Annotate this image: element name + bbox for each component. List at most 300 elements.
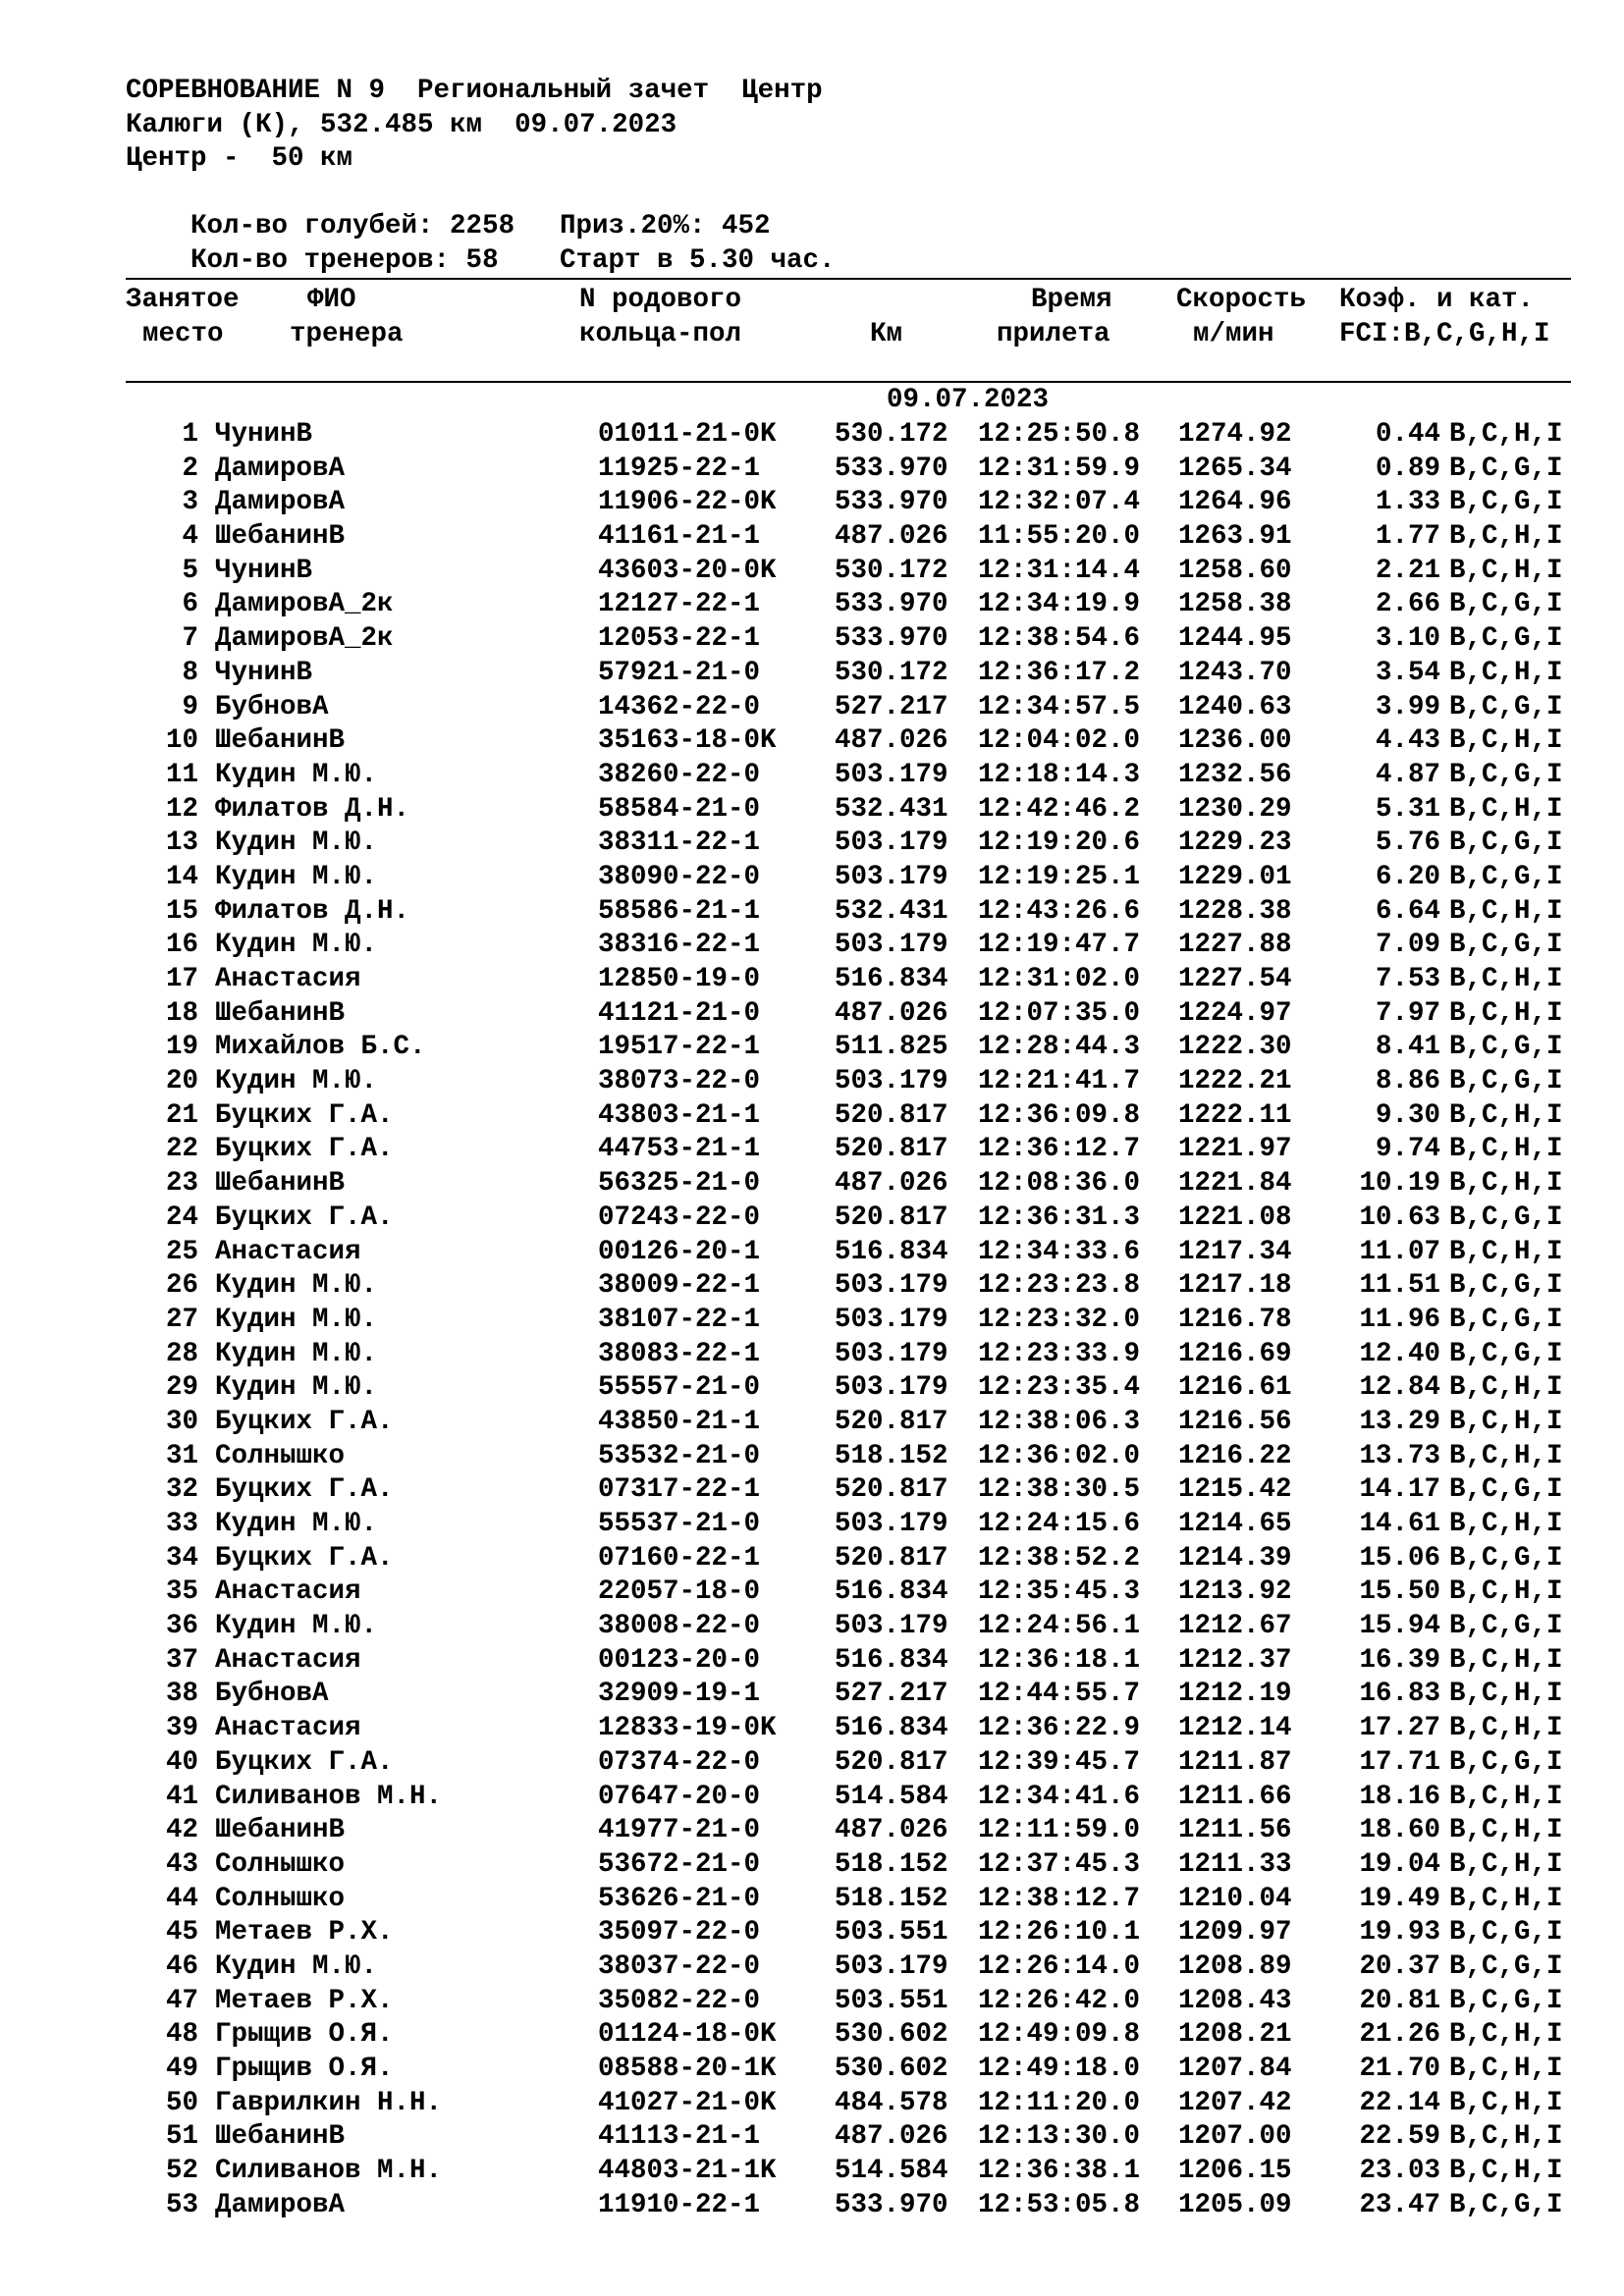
cell-km: 520.817 bbox=[835, 1746, 948, 1778]
cell-speed: 1229.01 bbox=[1178, 861, 1292, 892]
table-row bbox=[0, 1916, 1624, 1950]
cell-ring: 41977-21-0 bbox=[598, 1815, 761, 1846]
cell-place: 27 bbox=[165, 1304, 198, 1335]
cell-cat: B,C,G,I bbox=[1449, 691, 1563, 722]
cell-name: ШебанинВ bbox=[215, 521, 346, 553]
cell-km: 520.817 bbox=[835, 1134, 948, 1165]
cell-ring: 55537-21-0 bbox=[598, 1509, 761, 1539]
cell-name: ШебанинВ bbox=[215, 725, 346, 757]
cell-ring: 58586-21-1 bbox=[598, 895, 761, 927]
cell-cat: B,C,G,I bbox=[1449, 623, 1563, 655]
cell-cat: B,C,G,I bbox=[1449, 1032, 1563, 1063]
cell-place: 49 bbox=[165, 2054, 198, 2084]
cell-cat: B,C,H,I bbox=[1449, 2019, 1563, 2051]
cell-speed: 1215.42 bbox=[1178, 1474, 1292, 1506]
cell-coef: 19.49 bbox=[1359, 1883, 1440, 1914]
cell-km: 530.602 bbox=[835, 2054, 948, 2084]
cell-ring: 07243-22-0 bbox=[598, 1201, 761, 1233]
cell-speed: 1264.96 bbox=[1178, 487, 1292, 518]
col-name-2: тренера bbox=[290, 319, 404, 349]
cell-ring: 35097-22-0 bbox=[598, 1917, 761, 1949]
cell-coef: 4.43 bbox=[1375, 725, 1440, 757]
cell-coef: 13.29 bbox=[1359, 1406, 1440, 1437]
cell-ring: 58584-21-0 bbox=[598, 793, 761, 825]
cell-cat: B,C,H,I bbox=[1449, 1372, 1563, 1404]
cell-coef: 20.37 bbox=[1359, 1950, 1440, 1982]
cell-place: 16 bbox=[165, 930, 198, 961]
report-header bbox=[126, 75, 836, 276]
cell-name: Силиванов М.Н. bbox=[215, 2156, 443, 2187]
cell-time: 12:11:20.0 bbox=[978, 2087, 1141, 2118]
cell-km: 503.179 bbox=[835, 861, 948, 892]
cell-km: 503.179 bbox=[835, 1372, 948, 1404]
cell-time: 12:42:46.2 bbox=[978, 793, 1141, 825]
table-row bbox=[0, 929, 1624, 963]
cell-place: 40 bbox=[165, 1746, 198, 1778]
cell-name: БубновА bbox=[215, 691, 329, 722]
cell-ring: 12850-19-0 bbox=[598, 964, 761, 994]
cell-km: 530.172 bbox=[835, 419, 948, 450]
table-row bbox=[0, 622, 1624, 657]
cell-ring: 07374-22-0 bbox=[598, 1746, 761, 1778]
cell-time: 11:55:20.0 bbox=[978, 521, 1141, 553]
cell-cat: B,C,G,I bbox=[1449, 1611, 1563, 1642]
cell-cat: B,C,H,I bbox=[1449, 1236, 1563, 1267]
cell-cat: B,C,H,I bbox=[1449, 1168, 1563, 1200]
cell-ring: 38073-22-0 bbox=[598, 1066, 761, 1097]
cell-cat: B,C,G,I bbox=[1449, 1270, 1563, 1302]
cell-place: 15 bbox=[165, 895, 198, 927]
cell-place: 9 bbox=[182, 691, 198, 722]
cell-speed: 1274.92 bbox=[1178, 419, 1292, 450]
cell-ring: 00123-20-0 bbox=[598, 1644, 761, 1676]
table-row bbox=[0, 1201, 1624, 1236]
cell-name: Анастасия bbox=[215, 1236, 361, 1267]
cell-name: Кудин М.Ю. bbox=[215, 861, 378, 892]
cell-time: 12:23:32.0 bbox=[978, 1304, 1141, 1335]
cell-ring: 01011-21-0K bbox=[598, 419, 777, 450]
cell-time: 12:38:52.2 bbox=[978, 1542, 1141, 1574]
cell-cat: B,C,H,I bbox=[1449, 521, 1563, 553]
cell-time: 12:38:12.7 bbox=[978, 1883, 1141, 1914]
table-row bbox=[0, 759, 1624, 793]
cell-cat: B,C,G,I bbox=[1449, 828, 1563, 859]
cell-ring: 38009-22-1 bbox=[598, 1270, 761, 1302]
cell-km: 520.817 bbox=[835, 1201, 948, 1233]
cell-name: Буцких Г.А. bbox=[215, 1406, 394, 1437]
cell-time: 12:44:55.7 bbox=[978, 1679, 1141, 1710]
cell-ring: 53532-21-0 bbox=[598, 1440, 761, 1471]
cell-time: 12:39:45.7 bbox=[978, 1746, 1141, 1778]
cell-time: 12:34:57.5 bbox=[978, 691, 1141, 722]
cell-km: 533.970 bbox=[835, 453, 948, 484]
cell-name: ШебанинВ bbox=[215, 997, 346, 1029]
trainers-count: Кол-во тренеров: 58 bbox=[190, 244, 499, 276]
cell-cat: B,C,H,I bbox=[1449, 1406, 1563, 1437]
table-row bbox=[0, 1950, 1624, 1985]
cell-km: 503.179 bbox=[835, 1066, 948, 1097]
cell-time: 12:04:02.0 bbox=[978, 725, 1141, 757]
cell-place: 35 bbox=[165, 1576, 198, 1608]
cell-place: 5 bbox=[182, 555, 198, 586]
cell-time: 12:24:15.6 bbox=[978, 1509, 1141, 1539]
col-name-1: ФИО bbox=[307, 285, 356, 315]
cell-time: 12:38:06.3 bbox=[978, 1406, 1141, 1437]
cell-km: 503.179 bbox=[835, 1611, 948, 1642]
cell-km: 520.817 bbox=[835, 1474, 948, 1506]
cell-name: ДамировА bbox=[215, 487, 346, 518]
table-row bbox=[0, 2155, 1624, 2189]
cell-name: Кудин М.Ю. bbox=[215, 828, 378, 859]
table-row bbox=[0, 963, 1624, 997]
cell-speed: 1258.38 bbox=[1178, 589, 1292, 620]
cell-place: 20 bbox=[165, 1066, 198, 1097]
table-row bbox=[0, 1304, 1624, 1338]
cell-ring: 12127-22-1 bbox=[598, 589, 761, 620]
cell-name: ДамировА bbox=[215, 453, 346, 484]
cell-place: 34 bbox=[165, 1542, 198, 1574]
cell-name: Солнышко bbox=[215, 1883, 346, 1914]
cell-name: Солнышко bbox=[215, 1440, 346, 1471]
cell-km: 514.584 bbox=[835, 2156, 948, 2187]
col-coef-1: Коэф. и кат. bbox=[1339, 285, 1535, 315]
cell-coef: 3.54 bbox=[1375, 657, 1440, 688]
col-km: Км bbox=[870, 319, 903, 349]
cell-coef: 4.87 bbox=[1375, 759, 1440, 790]
cell-ring: 38260-22-0 bbox=[598, 759, 761, 790]
cell-ring: 11925-22-1 bbox=[598, 453, 761, 484]
cell-time: 12:31:59.9 bbox=[978, 453, 1141, 484]
cell-coef: 17.71 bbox=[1359, 1746, 1440, 1778]
cell-coef: 14.61 bbox=[1359, 1509, 1440, 1539]
cell-cat: B,C,H,I bbox=[1449, 1440, 1563, 1471]
cell-ring: 11910-22-1 bbox=[598, 2189, 761, 2220]
cell-speed: 1208.89 bbox=[1178, 1950, 1292, 1982]
cell-place: 33 bbox=[165, 1509, 198, 1539]
results-table bbox=[0, 418, 1624, 2222]
cell-speed: 1208.21 bbox=[1178, 2019, 1292, 2051]
cell-name: Анастасия bbox=[215, 964, 361, 994]
cell-cat: B,C,H,I bbox=[1449, 657, 1563, 688]
cell-speed: 1221.84 bbox=[1178, 1168, 1292, 1200]
table-row bbox=[0, 520, 1624, 555]
table-row bbox=[0, 1848, 1624, 1883]
cell-ring: 38090-22-0 bbox=[598, 861, 761, 892]
release-point-line: Калюги (К), 532.485 км 09.07.2023 bbox=[126, 109, 677, 140]
cell-speed: 1211.66 bbox=[1178, 1781, 1292, 1812]
table-row bbox=[0, 1065, 1624, 1099]
cell-place: 4 bbox=[182, 521, 198, 553]
cell-name: Кудин М.Ю. bbox=[215, 1304, 378, 1335]
cell-km: 530.602 bbox=[835, 2019, 948, 2051]
cell-km: 514.584 bbox=[835, 1781, 948, 1812]
cell-ring: 12053-22-1 bbox=[598, 623, 761, 655]
cell-speed: 1211.87 bbox=[1178, 1746, 1292, 1778]
cell-coef: 5.76 bbox=[1375, 828, 1440, 859]
table-row bbox=[0, 827, 1624, 861]
cell-place: 48 bbox=[165, 2019, 198, 2051]
pigeons-count-line bbox=[126, 177, 823, 241]
cell-km: 520.817 bbox=[835, 1099, 948, 1131]
cell-time: 12:31:14.4 bbox=[978, 555, 1141, 586]
cell-ring: 41161-21-1 bbox=[598, 521, 761, 553]
cell-place: 43 bbox=[165, 1848, 198, 1880]
cell-cat: B,C,G,I bbox=[1449, 1066, 1563, 1097]
cell-name: ШебанинВ bbox=[215, 2121, 346, 2153]
cell-time: 12:43:26.6 bbox=[978, 895, 1141, 927]
cell-ring: 53672-21-0 bbox=[598, 1848, 761, 1880]
cell-cat: B,C,H,I bbox=[1449, 895, 1563, 927]
cell-speed: 1265.34 bbox=[1178, 453, 1292, 484]
table-row bbox=[0, 691, 1624, 725]
col-speed-2: м/мин bbox=[1193, 319, 1274, 349]
table-row bbox=[0, 1610, 1624, 1644]
cell-cat: B,C,H,I bbox=[1449, 2087, 1563, 2118]
cell-name: Грыщив О.Я. bbox=[215, 2019, 394, 2051]
cell-speed: 1208.43 bbox=[1178, 1985, 1292, 2016]
cell-place: 53 bbox=[165, 2189, 198, 2220]
cell-name: Филатов Д.Н. bbox=[215, 895, 410, 927]
cell-coef: 3.10 bbox=[1375, 623, 1440, 655]
cell-ring: 56325-21-0 bbox=[598, 1168, 761, 1200]
cell-ring: 38083-22-1 bbox=[598, 1338, 761, 1369]
cell-coef: 5.31 bbox=[1375, 793, 1440, 825]
cell-km: 533.970 bbox=[835, 589, 948, 620]
cell-place: 25 bbox=[165, 1236, 198, 1267]
cell-name: Буцких Г.А. bbox=[215, 1542, 394, 1574]
cell-cat: B,C,H,I bbox=[1449, 1848, 1563, 1880]
cell-ring: 19517-22-1 bbox=[598, 1032, 761, 1063]
cell-place: 30 bbox=[165, 1406, 198, 1437]
prize-count: Приз.20%: 452 bbox=[560, 211, 771, 241]
cell-name: ШебанинВ bbox=[215, 1168, 346, 1200]
cell-km: 503.179 bbox=[835, 1509, 948, 1539]
cell-ring: 08588-20-1K bbox=[598, 2054, 777, 2084]
cell-time: 12:36:22.9 bbox=[978, 1713, 1141, 1744]
cell-place: 12 bbox=[165, 793, 198, 825]
cell-name: Гаврилкин Н.Н. bbox=[215, 2087, 443, 2118]
cell-place: 31 bbox=[165, 1440, 198, 1471]
table-row bbox=[0, 1985, 1624, 2019]
cell-time: 12:08:36.0 bbox=[978, 1168, 1141, 1200]
cell-place: 38 bbox=[165, 1679, 198, 1710]
cell-speed: 1213.92 bbox=[1178, 1576, 1292, 1608]
cell-time: 12:19:47.7 bbox=[978, 930, 1141, 961]
table-row bbox=[0, 2018, 1624, 2053]
cell-name: Метаев Р.Х. bbox=[215, 1917, 394, 1949]
cell-place: 22 bbox=[165, 1134, 198, 1165]
cell-coef: 8.41 bbox=[1375, 1032, 1440, 1063]
cell-coef: 12.84 bbox=[1359, 1372, 1440, 1404]
cell-km: 527.217 bbox=[835, 1679, 948, 1710]
cell-place: 7 bbox=[182, 623, 198, 655]
cell-place: 46 bbox=[165, 1950, 198, 1982]
cell-cat: B,C,G,I bbox=[1449, 1474, 1563, 1506]
cell-place: 10 bbox=[165, 725, 198, 757]
cell-km: 503.551 bbox=[835, 1917, 948, 1949]
cell-coef: 9.30 bbox=[1375, 1099, 1440, 1131]
cell-speed: 1205.09 bbox=[1178, 2189, 1292, 2220]
cell-ring: 43850-21-1 bbox=[598, 1406, 761, 1437]
cell-coef: 15.06 bbox=[1359, 1542, 1440, 1574]
table-row bbox=[0, 555, 1624, 589]
cell-cat: B,C,H,I bbox=[1449, 2054, 1563, 2084]
cell-time: 12:32:07.4 bbox=[978, 487, 1141, 518]
cell-km: 520.817 bbox=[835, 1542, 948, 1574]
cell-coef: 22.14 bbox=[1359, 2087, 1440, 2118]
col-place-2: место bbox=[142, 319, 224, 349]
cell-km: 530.172 bbox=[835, 657, 948, 688]
cell-time: 12:49:09.8 bbox=[978, 2019, 1141, 2051]
cell-ring: 11906-22-0K bbox=[598, 487, 777, 518]
cell-place: 51 bbox=[165, 2121, 198, 2153]
cell-speed: 1212.37 bbox=[1178, 1644, 1292, 1676]
cell-name: Михайлов Б.С. bbox=[215, 1032, 426, 1063]
cell-time: 12:37:45.3 bbox=[978, 1848, 1141, 1880]
table-row bbox=[0, 1269, 1624, 1304]
cell-cat: B,C,G,I bbox=[1449, 1201, 1563, 1233]
cell-speed: 1228.38 bbox=[1178, 895, 1292, 927]
cell-place: 6 bbox=[182, 589, 198, 620]
table-row bbox=[0, 895, 1624, 930]
cell-place: 23 bbox=[165, 1168, 198, 1200]
cell-time: 12:36:12.7 bbox=[978, 1134, 1141, 1165]
cell-time: 12:38:54.6 bbox=[978, 623, 1141, 655]
cell-km: 487.026 bbox=[835, 2121, 948, 2153]
cell-cat: B,C,H,I bbox=[1449, 1679, 1563, 1710]
cell-time: 12:26:14.0 bbox=[978, 1950, 1141, 1982]
cell-ring: 38037-22-0 bbox=[598, 1950, 761, 1982]
cell-name: Кудин М.Ю. bbox=[215, 759, 378, 790]
table-row bbox=[0, 1678, 1624, 1712]
cell-time: 12:19:20.6 bbox=[978, 828, 1141, 859]
cell-ring: 57921-21-0 bbox=[598, 657, 761, 688]
table-row bbox=[0, 1440, 1624, 1474]
cell-place: 8 bbox=[182, 657, 198, 688]
cell-name: Кудин М.Ю. bbox=[215, 1611, 378, 1642]
cell-name: Кудин М.Ю. bbox=[215, 930, 378, 961]
cell-coef: 18.60 bbox=[1359, 1815, 1440, 1846]
table-row bbox=[0, 453, 1624, 487]
cell-coef: 10.63 bbox=[1359, 1201, 1440, 1233]
cell-km: 503.179 bbox=[835, 1338, 948, 1369]
cell-place: 39 bbox=[165, 1713, 198, 1744]
cell-ring: 41027-21-0K bbox=[598, 2087, 777, 2118]
cell-speed: 1207.42 bbox=[1178, 2087, 1292, 2118]
table-row bbox=[0, 1781, 1624, 1815]
cell-place: 28 bbox=[165, 1338, 198, 1369]
cell-coef: 17.27 bbox=[1359, 1713, 1440, 1744]
cell-coef: 19.93 bbox=[1359, 1917, 1440, 1949]
cell-ring: 38316-22-1 bbox=[598, 930, 761, 961]
cell-place: 11 bbox=[165, 759, 198, 790]
cell-km: 518.152 bbox=[835, 1848, 948, 1880]
cell-km: 487.026 bbox=[835, 725, 948, 757]
cell-name: ДамировА_2к bbox=[215, 623, 394, 655]
cell-km: 503.179 bbox=[835, 828, 948, 859]
cell-name: Кудин М.Ю. bbox=[215, 1338, 378, 1369]
cell-ring: 35163-18-0K bbox=[598, 725, 777, 757]
cell-coef: 11.07 bbox=[1359, 1236, 1440, 1267]
cell-cat: B,C,H,I bbox=[1449, 964, 1563, 994]
cell-time: 12:31:02.0 bbox=[978, 964, 1141, 994]
cell-time: 12:34:33.6 bbox=[978, 1236, 1141, 1267]
cell-place: 14 bbox=[165, 861, 198, 892]
cell-name: ДамировА bbox=[215, 2189, 346, 2220]
cell-time: 12:24:56.1 bbox=[978, 1611, 1141, 1642]
table-row bbox=[0, 1031, 1624, 1065]
cell-coef: 2.21 bbox=[1375, 555, 1440, 586]
cell-time: 12:21:41.7 bbox=[978, 1066, 1141, 1097]
cell-coef: 23.03 bbox=[1359, 2156, 1440, 2187]
cell-km: 518.152 bbox=[835, 1440, 948, 1471]
cell-km: 487.026 bbox=[835, 1815, 948, 1846]
cell-time: 12:36:09.8 bbox=[978, 1099, 1141, 1131]
cell-time: 12:25:50.8 bbox=[978, 419, 1141, 450]
cell-place: 13 bbox=[165, 828, 198, 859]
cell-time: 12:36:02.0 bbox=[978, 1440, 1141, 1471]
cell-name: ЧунинВ bbox=[215, 419, 313, 450]
cell-ring: 01124-18-0K bbox=[598, 2019, 777, 2051]
table-row bbox=[0, 1371, 1624, 1406]
table-row bbox=[0, 1406, 1624, 1440]
cell-cat: B,C,H,I bbox=[1449, 1781, 1563, 1812]
cell-cat: B,C,G,I bbox=[1449, 930, 1563, 961]
cell-speed: 1212.19 bbox=[1178, 1679, 1292, 1710]
cell-name: БубновА bbox=[215, 1679, 329, 1710]
cell-coef: 15.50 bbox=[1359, 1576, 1440, 1608]
cell-name: Анастасия bbox=[215, 1713, 361, 1744]
cell-speed: 1263.91 bbox=[1178, 521, 1292, 553]
cell-ring: 44753-21-1 bbox=[598, 1134, 761, 1165]
cell-time: 12:36:18.1 bbox=[978, 1644, 1141, 1676]
cell-ring: 55557-21-0 bbox=[598, 1372, 761, 1404]
cell-ring: 12833-19-0K bbox=[598, 1713, 777, 1744]
table-row bbox=[0, 486, 1624, 520]
cell-place: 42 bbox=[165, 1815, 198, 1846]
cell-coef: 13.73 bbox=[1359, 1440, 1440, 1471]
cell-name: Солнышко bbox=[215, 1848, 346, 1880]
cell-time: 12:36:31.3 bbox=[978, 1201, 1141, 1233]
cell-ring: 22057-18-0 bbox=[598, 1576, 761, 1608]
cell-speed: 1211.56 bbox=[1178, 1815, 1292, 1846]
cell-place: 2 bbox=[182, 453, 198, 484]
cell-coef: 21.26 bbox=[1359, 2019, 1440, 2051]
cell-ring: 41113-21-1 bbox=[598, 2121, 761, 2153]
cell-ring: 43603-20-0K bbox=[598, 555, 777, 586]
cell-coef: 20.81 bbox=[1359, 1985, 1440, 2016]
cell-cat: B,C,H,I bbox=[1449, 1509, 1563, 1539]
cell-cat: B,C,G,I bbox=[1449, 1985, 1563, 2016]
cell-cat: B,C,G,I bbox=[1449, 1950, 1563, 1982]
cell-coef: 21.70 bbox=[1359, 2054, 1440, 2084]
table-row bbox=[0, 1338, 1624, 1372]
cell-speed: 1222.30 bbox=[1178, 1032, 1292, 1063]
cell-km: 516.834 bbox=[835, 964, 948, 994]
cell-ring: 07647-20-0 bbox=[598, 1781, 761, 1812]
cell-coef: 2.66 bbox=[1375, 589, 1440, 620]
cell-name: Кудин М.Ю. bbox=[215, 1509, 378, 1539]
cell-name: Анастасия bbox=[215, 1576, 361, 1608]
cell-speed: 1207.84 bbox=[1178, 2054, 1292, 2084]
cell-coef: 3.99 bbox=[1375, 691, 1440, 722]
cell-speed: 1258.60 bbox=[1178, 555, 1292, 586]
cell-km: 532.431 bbox=[835, 895, 948, 927]
cell-name: Буцких Г.А. bbox=[215, 1099, 394, 1131]
cell-coef: 11.96 bbox=[1359, 1304, 1440, 1335]
table-row bbox=[0, 588, 1624, 622]
cell-speed: 1214.65 bbox=[1178, 1509, 1292, 1539]
